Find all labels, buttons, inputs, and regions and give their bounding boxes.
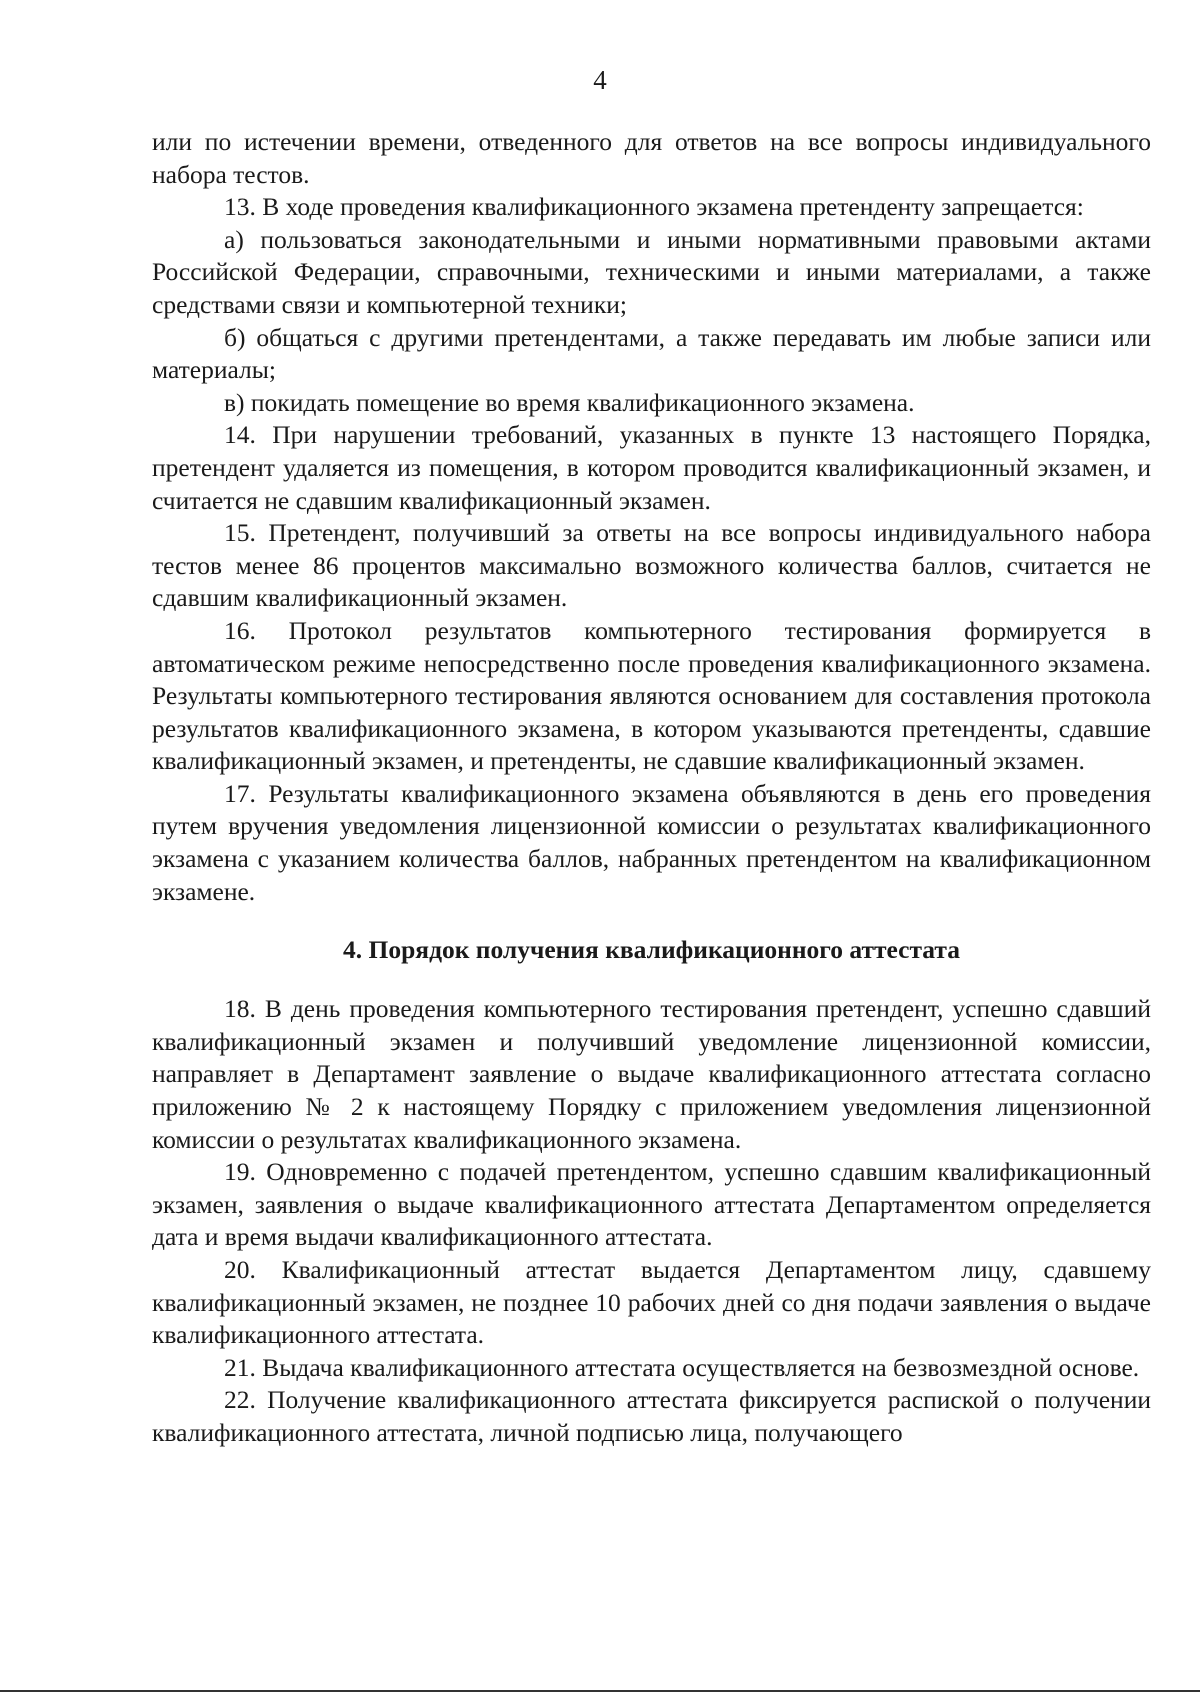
- paragraph-14: 14. При нарушении требований, указанных в пункте 13 настоящего Порядка, претендент удаляется из помещения, в котором проводится квалификационный экзамен, и считается не сдавшим квалификационный экзамен.: [152, 420, 1151, 515]
- page-number: 4: [593, 65, 607, 95]
- paragraph-continuation: или по истечении времени, отведенного для ответов на все вопросы индивидуального набора тестов.: [152, 127, 1151, 189]
- paragraph-15: 15. Претендент, получивший за ответы на все вопросы индивидуального набора тестов менее 86 процентов максимально возможного количества баллов, считается не сдавшим квалификационный экзамен.: [152, 518, 1151, 613]
- paragraph-21: 21. Выдача квалификационного аттестата осуществляется на безвозмездной основе.: [224, 1352, 1140, 1382]
- paragraph-13: 13. В ходе проведения квалификационного экзамена претенденту запрещается:: [224, 192, 1084, 222]
- section-heading: 4. Порядок получения квалификационного аттестата: [343, 935, 960, 965]
- page-bottom-rule: [0, 1690, 1200, 1692]
- paragraph-13a: а) пользоваться законодательными и иными нормативными правовыми актами Российской Федерации, справочными, техническими и иными материалами, а также средствами связи и компьютерной техники;: [152, 224, 1151, 319]
- paragraph-13b: б) общаться с другими претендентами, а также передавать им любые записи или материалы;: [152, 322, 1151, 385]
- paragraph-19: 19. Одновременно с подачей претендентом, успешно сдавшим квалификационный экзамен, заявления о выдаче квалификационного аттестата Департаментом определяется дата и время выдачи квалификационного аттестата.: [152, 1157, 1151, 1252]
- paragraph-20: 20. Квалификационный аттестат выдается Департаментом лицу, сдавшему квалификационный экзамен, не позднее 10 рабочих дней со дня подачи заявления о выдаче квалификационного аттестата.: [152, 1255, 1151, 1350]
- paragraph-13v: в) покидать помещение во время квалификационного экзамена.: [224, 387, 915, 417]
- paragraph-17: 17. Результаты квалификационного экзамена объявляются в день его проведения путем вручения уведомления лицензионной комиссии о результатах квалификационного экзамена с указанием количества баллов, набранных претендентом на квалификационном экзамене.: [152, 778, 1151, 906]
- paragraph-16: 16. Протокол результатов компьютерного тестирования формируется в автоматическом режиме непосредственно после проведения квалификационного экзамена. Результаты компьютерного тестирования являются основанием для составления протокола результатов квалификационного экзамена, в котором указываются претенденты, сдавшие квалификационный экзамен, и претенденты, не сдавшие квалификационный экзамен.: [152, 615, 1151, 776]
- paragraph-18: 18. В день проведения компьютерного тестирования претендент, успешно сдавший квалификационный экзамен и получивший уведомление лицензионной комиссии, направляет в Департамент заявление о выдаче квалификационного аттестата согласно приложению № 2 к настоящему Порядку с приложением уведомления лицензионной комиссии о результатах квалификационного экзамена.: [152, 994, 1151, 1154]
- document-body: [152, 126, 1151, 1450]
- paragraph-22: 22. Получение квалификационного аттестата фиксируется распиской о получении квалификационного аттестата, личной подписью лица, получающего: [152, 1385, 1151, 1447]
